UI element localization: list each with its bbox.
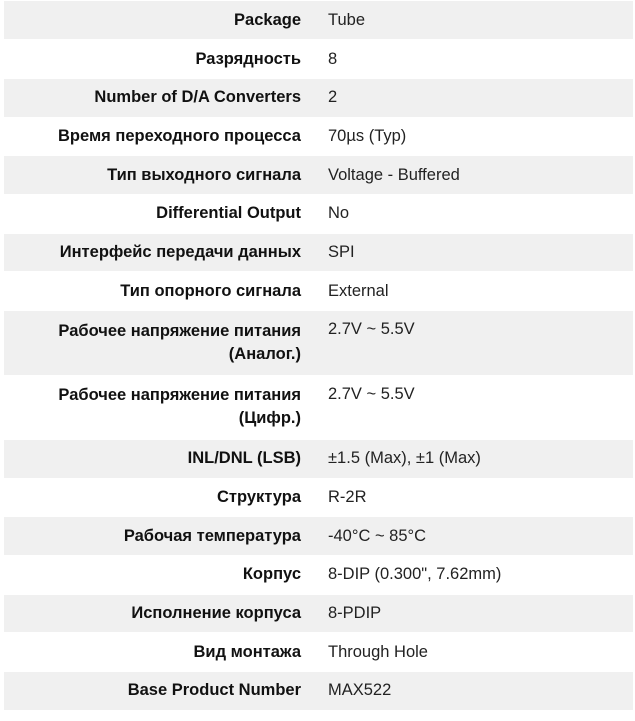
- spec-label: Структура: [4, 478, 315, 517]
- spec-row-architecture: [4, 478, 633, 517]
- spec-row-mounting-type: [4, 633, 633, 672]
- spec-value: ±1.5 (Max), ±1 (Max): [315, 440, 633, 479]
- spec-label: Тип выходного сигнала: [4, 156, 315, 195]
- spec-label-line: Рабочее напряжение питания: [58, 386, 301, 405]
- spec-value: 8: [315, 40, 633, 79]
- spec-label: Рабочая температура: [4, 517, 315, 556]
- spec-label-line: Рабочее напряжение питания: [58, 321, 301, 340]
- spec-row-supplier-package: [4, 594, 633, 633]
- spec-row-package-case: [4, 556, 633, 595]
- spec-value: External: [315, 272, 633, 311]
- spec-label: INL/DNL (LSB): [4, 440, 315, 479]
- spec-label: Package: [4, 1, 315, 40]
- spec-value: 2.7V ~ 5.5V: [315, 375, 633, 440]
- spec-label: [4, 311, 315, 376]
- spec-label: Время переходного процесса: [4, 117, 315, 156]
- spec-label: Интерфейс передачи данных: [4, 233, 315, 272]
- spec-value: -40°C ~ 85°C: [315, 517, 633, 556]
- spec-label: Вид монтажа: [4, 633, 315, 672]
- spec-label: [4, 375, 315, 440]
- spec-row-resolution: [4, 40, 633, 79]
- spec-row-digital-supply: [4, 375, 633, 440]
- spec-row-analog-supply: [4, 311, 633, 376]
- spec-value: 8-DIP (0.300", 7.62mm): [315, 556, 633, 595]
- spec-value: Voltage - Buffered: [315, 156, 633, 195]
- spec-value: 2.7V ~ 5.5V: [315, 311, 633, 376]
- spec-row-interface: [4, 233, 633, 272]
- spec-value: 70µs (Typ): [315, 117, 633, 156]
- spec-value: 2: [315, 78, 633, 117]
- spec-value: MAX522: [315, 672, 633, 711]
- spec-label: Исполнение корпуса: [4, 594, 315, 633]
- spec-row-inl-dnl: [4, 440, 633, 479]
- spec-value: Through Hole: [315, 633, 633, 672]
- product-spec-table: [4, 1, 633, 711]
- spec-row-differential-output: [4, 194, 633, 233]
- spec-row-reference-type: [4, 272, 633, 311]
- spec-label: Number of D/A Converters: [4, 78, 315, 117]
- spec-row-output-type: [4, 156, 633, 195]
- spec-row-converters: [4, 78, 633, 117]
- spec-value: Tube: [315, 1, 633, 40]
- spec-value: SPI: [315, 233, 633, 272]
- spec-label: Тип опорного сигнала: [4, 272, 315, 311]
- spec-label: Корпус: [4, 556, 315, 595]
- spec-value: 8-PDIP: [315, 594, 633, 633]
- spec-value: No: [315, 194, 633, 233]
- spec-label: Base Product Number: [4, 672, 315, 711]
- spec-label-line: (Цифр.): [238, 409, 301, 428]
- spec-row-base-product-number: [4, 672, 633, 711]
- spec-row-package: [4, 1, 633, 40]
- spec-row-settling-time: [4, 117, 633, 156]
- spec-label-line: (Аналог.): [228, 344, 301, 363]
- spec-label: Разрядность: [4, 40, 315, 79]
- spec-label: Differential Output: [4, 194, 315, 233]
- spec-row-operating-temperature: [4, 517, 633, 556]
- spec-value: R-2R: [315, 478, 633, 517]
